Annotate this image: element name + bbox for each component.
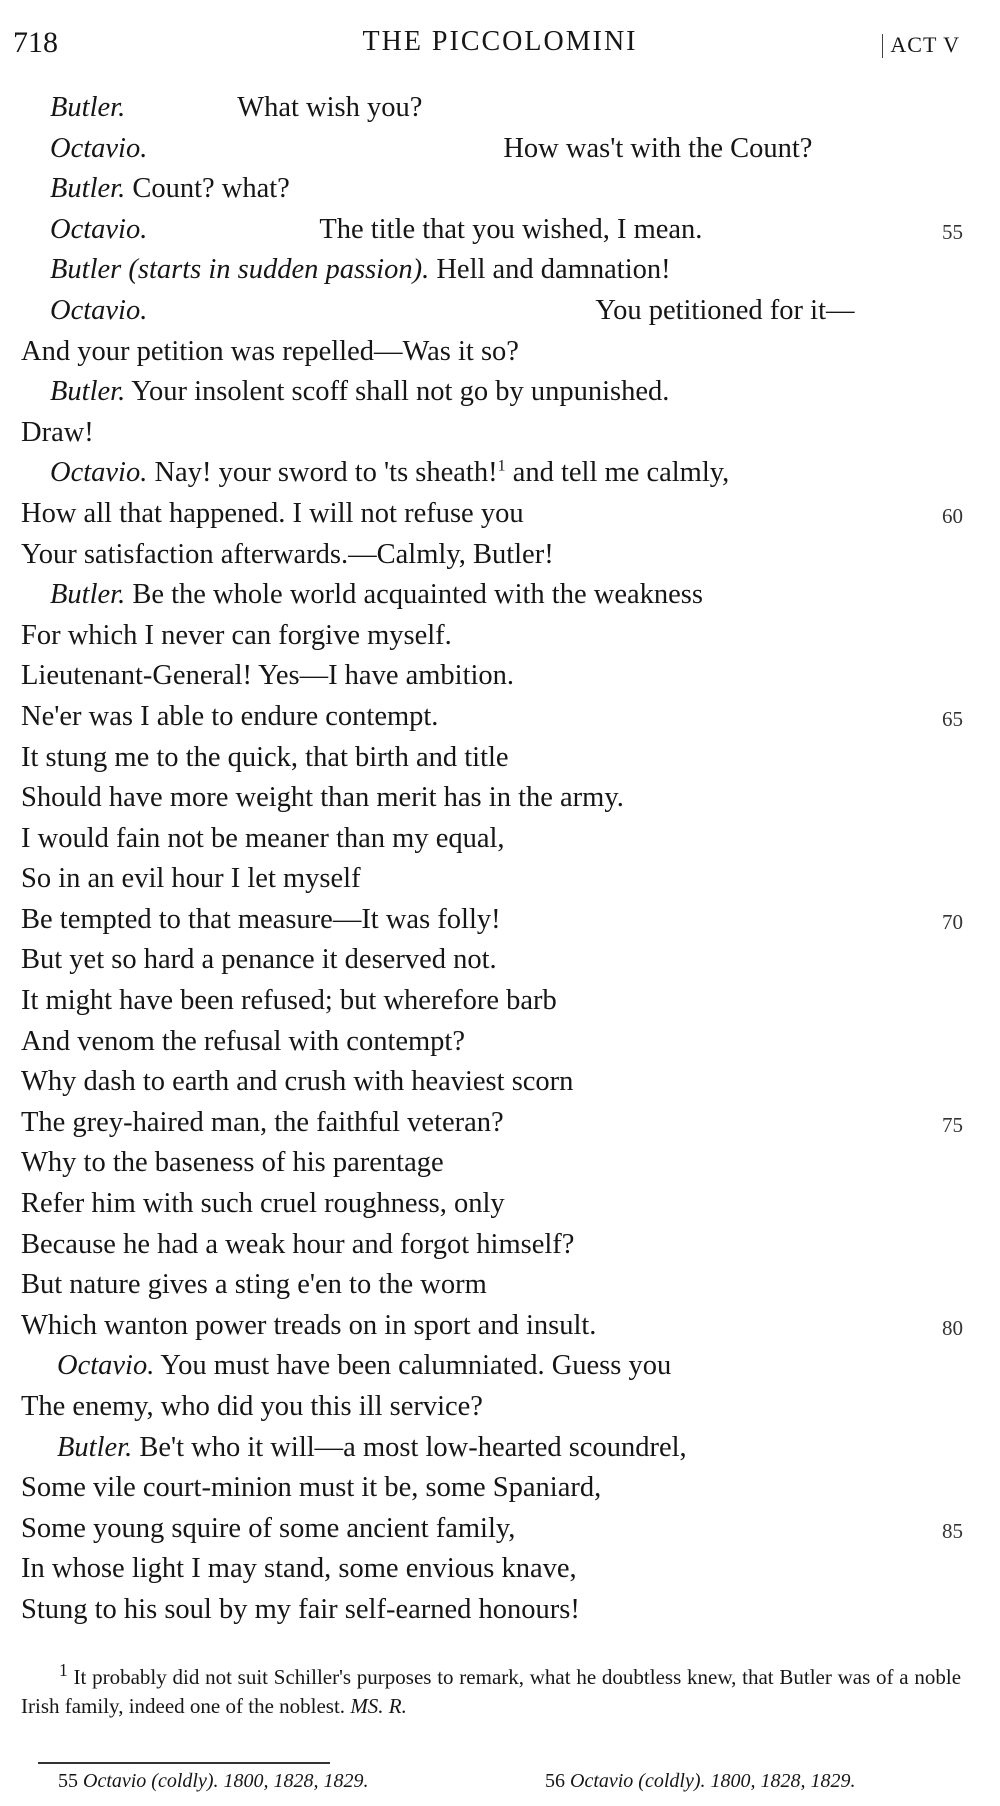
act-marker: ACT V <box>890 32 960 57</box>
line-text: And venom the refusal with contempt? <box>21 1025 466 1057</box>
variant-reading <box>58 1770 369 1793</box>
verse-line <box>21 494 961 535</box>
line-text: Why to the baseness of his parentage <box>21 1147 444 1179</box>
line-number: 80 <box>942 1315 963 1340</box>
variant-line-number: 55 <box>58 1770 78 1792</box>
verse-line <box>21 1062 961 1103</box>
line-text: So in an evil hour I let myself <box>21 863 361 895</box>
line-text: I would fain not be meaner than my equal, <box>21 822 505 854</box>
verse-line <box>21 129 961 170</box>
line-text: Your satisfaction afterwards.—Calmly, Butler! <box>21 538 554 570</box>
line-text: Be't who it will—a most low-hearted scoundrel, <box>139 1431 687 1463</box>
verse-line <box>21 1306 961 1347</box>
variant-line-number: 56 <box>545 1770 565 1792</box>
line-text: Count? what? <box>132 173 290 205</box>
line-text: Some vile court-minion must it be, some Spaniard, <box>21 1472 602 1504</box>
verse-line <box>21 169 961 210</box>
speaker-name: Octavio. <box>57 1350 155 1382</box>
line-text: The enemy, who did you this ill service? <box>21 1391 483 1422</box>
verse-line <box>21 210 961 251</box>
verse-line <box>21 1549 961 1590</box>
verse-line <box>21 88 961 129</box>
line-text: Be the whole world acquainted with the weakness <box>132 579 703 611</box>
speaker-name: Butler. <box>57 1431 133 1463</box>
verse-line <box>21 535 961 576</box>
verse-line <box>21 413 961 454</box>
page-number: 718 <box>13 26 58 59</box>
verse-line <box>21 250 961 291</box>
line-number: 70 <box>942 909 963 934</box>
running-header <box>0 26 1000 66</box>
line-text: The title that you wished, I mean. <box>319 213 703 245</box>
variant-editions: 1800, 1828, 1829. <box>223 1770 369 1792</box>
line-text: You petitioned for it— <box>595 294 855 326</box>
speaker-name: Butler. <box>50 173 126 205</box>
line-text: Lieutenant-General! Yes—I have ambition. <box>21 660 515 692</box>
line-text: How all that happened. I will not refuse you <box>21 497 524 529</box>
verse-line <box>21 859 961 900</box>
line-text: But nature gives a sting e'en to the worm <box>21 1269 487 1301</box>
line-number: 75 <box>942 1112 963 1137</box>
speaker-name: Butler (starts in sudden passion). <box>50 254 430 286</box>
verse-line <box>21 656 961 697</box>
running-title: THE PICCOLOMINI <box>362 26 638 57</box>
speaker-name: Octavio. <box>50 457 148 489</box>
footnote-source: MS. R. <box>350 1694 407 1718</box>
footnote-divider <box>38 1762 330 1764</box>
verse-line <box>21 1184 961 1225</box>
line-text: Nay! your sword to 'ts sheath! <box>154 457 498 489</box>
variant-text: Octavio (coldly). <box>570 1770 706 1792</box>
line-text: But yet so hard a penance it deserved not. <box>21 944 497 976</box>
verse-line <box>21 940 961 981</box>
footnote-reference[interactable]: 1 <box>497 457 506 475</box>
line-text: Why dash to earth and crush with heaviest scorn <box>21 1066 574 1098</box>
verse-line <box>21 1509 961 1550</box>
line-text: It might have been refused; but wherefore barb <box>21 985 557 1017</box>
variant-readings <box>0 1770 1000 1800</box>
line-text: Which wanton power treads on in sport and insult. <box>21 1309 597 1341</box>
speaker-name: Octavio. <box>50 132 148 164</box>
line-text: How was't with the Count? <box>503 132 813 164</box>
verse-line <box>21 1387 961 1428</box>
line-text-continued: and tell me calmly, <box>505 457 730 489</box>
verse-line <box>21 372 961 413</box>
verse-line <box>21 900 961 941</box>
line-text: Your insolent scoff shall not go by unpunished. <box>131 376 670 408</box>
speaker-name: Butler. <box>50 376 126 408</box>
verse-line <box>21 291 961 332</box>
line-text: You must have been calumniated. Guess you <box>160 1350 672 1382</box>
line-text: Stung to his soul by my fair self-earned honours! <box>21 1593 580 1625</box>
line-text: Hell and damnation! <box>436 254 671 286</box>
line-text: And your petition was repelled—Was it so? <box>21 335 519 367</box>
verse-line <box>21 1346 961 1387</box>
line-number: 60 <box>942 503 963 528</box>
line-text: For which I never can forgive myself. <box>21 619 452 651</box>
line-number: 85 <box>942 1518 963 1543</box>
line-text: The grey-haired man, the faithful veteran? <box>21 1106 504 1138</box>
line-text: Draw! <box>21 416 94 448</box>
verse-line <box>21 697 961 738</box>
line-text: Some young squire of some ancient family, <box>21 1512 516 1544</box>
verse-line <box>21 981 961 1022</box>
verse-line <box>21 616 961 657</box>
verse-line <box>21 1225 961 1266</box>
line-text: It stung me to the quick, that birth and title <box>21 741 509 773</box>
variant-editions: 1800, 1828, 1829. <box>710 1770 856 1792</box>
verse-line <box>21 1265 961 1306</box>
speaker-name: Octavio. <box>50 213 148 245</box>
line-number: 65 <box>942 706 963 731</box>
line-text: Refer him with such cruel roughness, only <box>21 1188 505 1220</box>
speaker-name: Butler. <box>50 579 126 611</box>
verse-line <box>21 1428 961 1469</box>
verse-line <box>21 819 961 860</box>
verse-line <box>21 1022 961 1063</box>
verse-line <box>21 575 961 616</box>
speaker-name: Butler. <box>50 92 126 123</box>
footnote <box>21 1656 961 1721</box>
line-text: What wish you? <box>237 92 423 123</box>
variant-reading <box>545 1770 856 1793</box>
verse-line <box>21 453 961 494</box>
verse-line <box>21 1143 961 1184</box>
footnote-text: It probably did not suit Schiller's purposes to remark, what he doubtless knew, that Butler was of a noble Irish family, indeed one of the noblest. <box>21 1665 962 1718</box>
footnote-mark: 1 <box>59 1660 68 1680</box>
verse-line <box>21 778 961 819</box>
line-number: 55 <box>942 219 963 244</box>
speaker-name: Octavio. <box>50 294 148 326</box>
verse-line <box>21 1590 961 1631</box>
line-text: Because he had a weak hour and forgot himself? <box>21 1228 575 1260</box>
line-text: In whose light I may stand, some envious knave, <box>21 1553 577 1585</box>
line-text: Should have more weight than merit has in the army. <box>21 782 624 814</box>
line-text: Ne'er was I able to endure contempt. <box>21 700 439 732</box>
verse-line <box>21 1468 961 1509</box>
verse-text <box>21 88 961 1631</box>
verse-line <box>21 332 961 373</box>
variant-text: Octavio (coldly). <box>83 1770 219 1792</box>
line-text: Be tempted to that measure—It was folly! <box>21 903 501 935</box>
verse-line <box>21 1103 961 1144</box>
verse-line <box>21 738 961 779</box>
